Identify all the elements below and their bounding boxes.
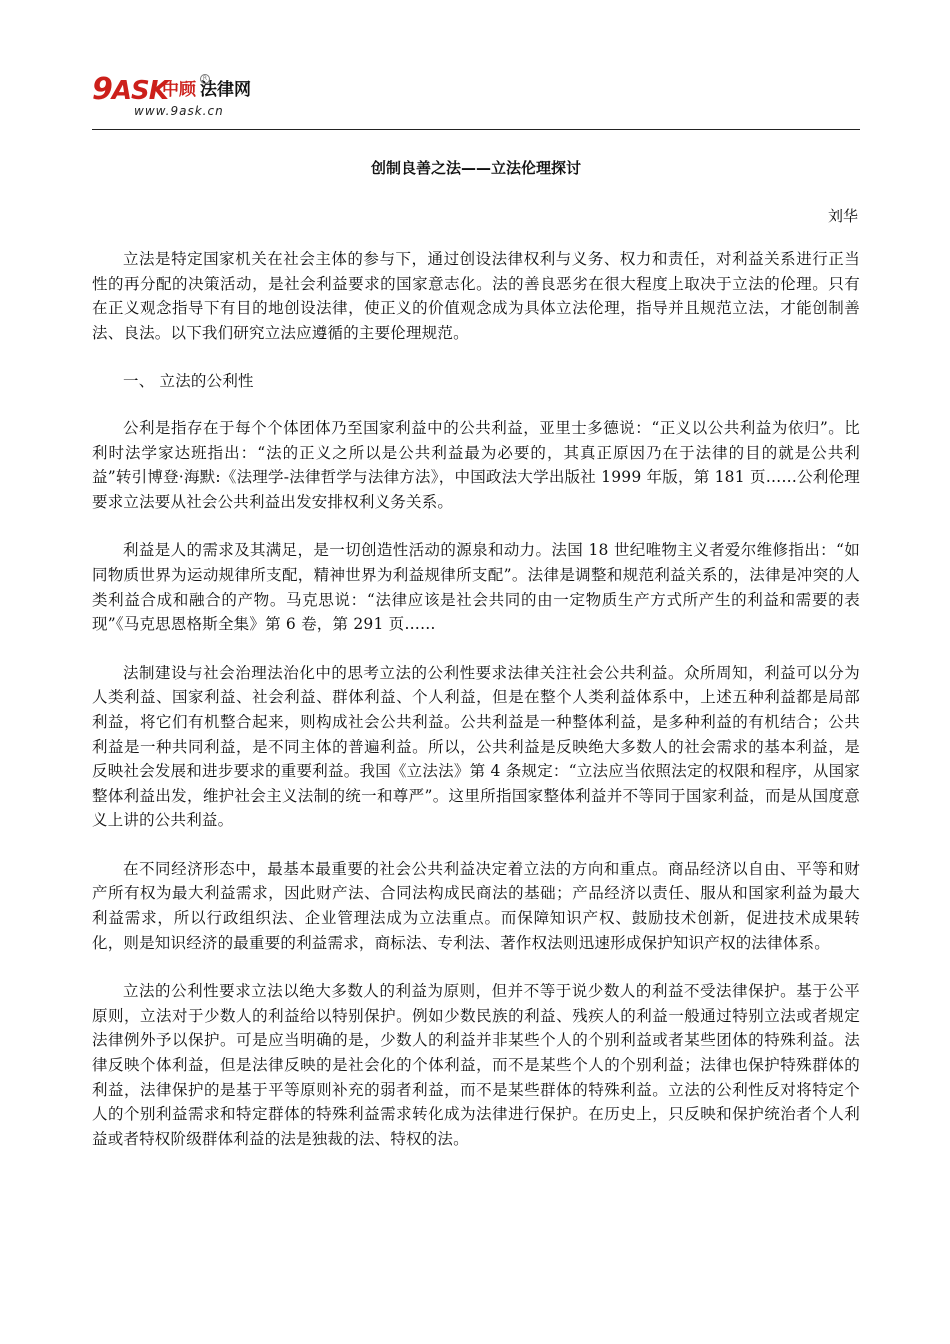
registered-mark-icon: R [200,74,210,84]
header-divider [92,129,860,130]
logo-cn-black: 法律网 [200,80,251,100]
logo-mark-nine: 9 [92,72,112,107]
document-author: 刘华 [827,207,858,225]
document-title: 创制良善之法——立法伦理探讨 [370,159,581,177]
paragraph: 立法的公利性要求立法以绝大多数人的利益为原则，但并不等于说少数人的利益不受法律保护。基于公平原则，立法对于少数人的利益给以特别保护。例如少数民族的利益、残疾人的利益一般通过特别立法或者规定法律例外予以保护。可是应当明确的是，少数人的利益并非某些个人的个别利益或者某些团体的特殊利益。法律反映个体利益，但是法律反映的是社会化的个体利益，而不是某些个人的个别利益；法律也保护特殊群体的利益，法律保护的是基于平等原则补充的弱者利益，而不是某些群体的特殊利益。立法的公利性反对将特定个人的个别利益需求和特定群体的特殊利益需求转化成为法律进行保护。在历史上，只反映和保护统治者个人利益或者特权阶级群体利益的法是独裁的法、特权的法。 [92,982,860,1148]
document-body [92,247,860,1175]
section-heading: 一、 立法的公利性 [123,372,254,391]
paragraph: 法制建设与社会治理法治化中的思考立法的公利性要求法律关注社会公共利益。众所周知，利益可以分为人类利益、国家利益、社会利益、群体利益、个人利益，但是在整个人类利益体系中，上述五种利益都是局部利益，将它们有机整合起来，则构成社会公共利益。公共利益是一种整体利益，是多种利益的有机结合；公共利益是一种共同利益，是不同主体的普遍利益。所以，公共利益是反映绝大多数人的社会需求的基本利益，是反映社会发展和进步要求的重要利益。我国《立法法》第 4 条规定：“立法应当依照法定的权限和程序，从国家整体利益出发，维护社会主义法制的统一和尊严”。这里所指国家整体利益并不等同于国家利益，而是从国度意义上讲的公共利益。 [92,663,860,830]
logo-mark [92,72,168,107]
logo-mark-ask: ASK [111,76,168,106]
page-header [92,72,860,130]
site-logo[interactable] [92,72,292,124]
paragraph: 立法是特定国家机关在社会主体的参与下，通过创设法律权利与义务、权力和责任，对利益关系进行正当性的再分配的决策活动，是社会利益要求的国家意志化。法的善良恶劣在很大程度上取决于立法的伦理。只有在正义观念指导下有目的地创设法律，使正义的价值观念成为具体立法伦理，指导并且规范立法，才能创制善法、良法。以下我们研究立法应遵循的主要伦理规范。 [92,250,860,342]
paragraph: 在不同经济形态中，最基本最重要的社会公共利益决定着立法的方向和重点。商品经济以自由、平等和财产所有权为最大利益需求，因此财产法、合同法构成民商法的基础；产品经济以责任、服从和国家利益为最大利益需求，所以行政组织法、企业管理法成为立法重点。而保障知识产权、鼓励技术创新，促进技术成果转化，则是知识经济的最重要的利益需求，商标法、专利法、著作权法则迅速形成保护知识产权的法律体系。 [92,859,860,952]
paragraph: 公利是指存在于每个个体团体乃至国家利益中的公共利益，亚里士多德说：“正义以公共利益为依归”。比利时法学家达班指出：“法的正义之所以是公共利益最为必要的，其真正原因乃在于法律的目的就是公共利益”转引博登·海默:《法理学-法律哲学与法律方法》，中国政法大学出版社 1999 年版，第 181 页……公利伦理要求立法要从社会公共利益出发安排权利义务关系。 [92,418,860,511]
paragraph: 利益是人的需求及其满足，是一切创造性活动的源泉和动力。法国 18 世纪唯物主义者爱尔维修指出：“如同物质世界为运动规律所支配，精神世界为利益规律所支配”。法律是调整和规范利益关系的，法律是冲突的人类利益合成和融合的产物。马克思说：“法律应该是社会共同的由一定物质生产方式所产生的利益和需要的表现”《马克思恩格斯全集》第 6 卷，第 291 页…… [92,541,860,634]
logo-cn-red: 中顾 [162,80,196,100]
logo-url: www.9ask.cn [134,104,224,118]
